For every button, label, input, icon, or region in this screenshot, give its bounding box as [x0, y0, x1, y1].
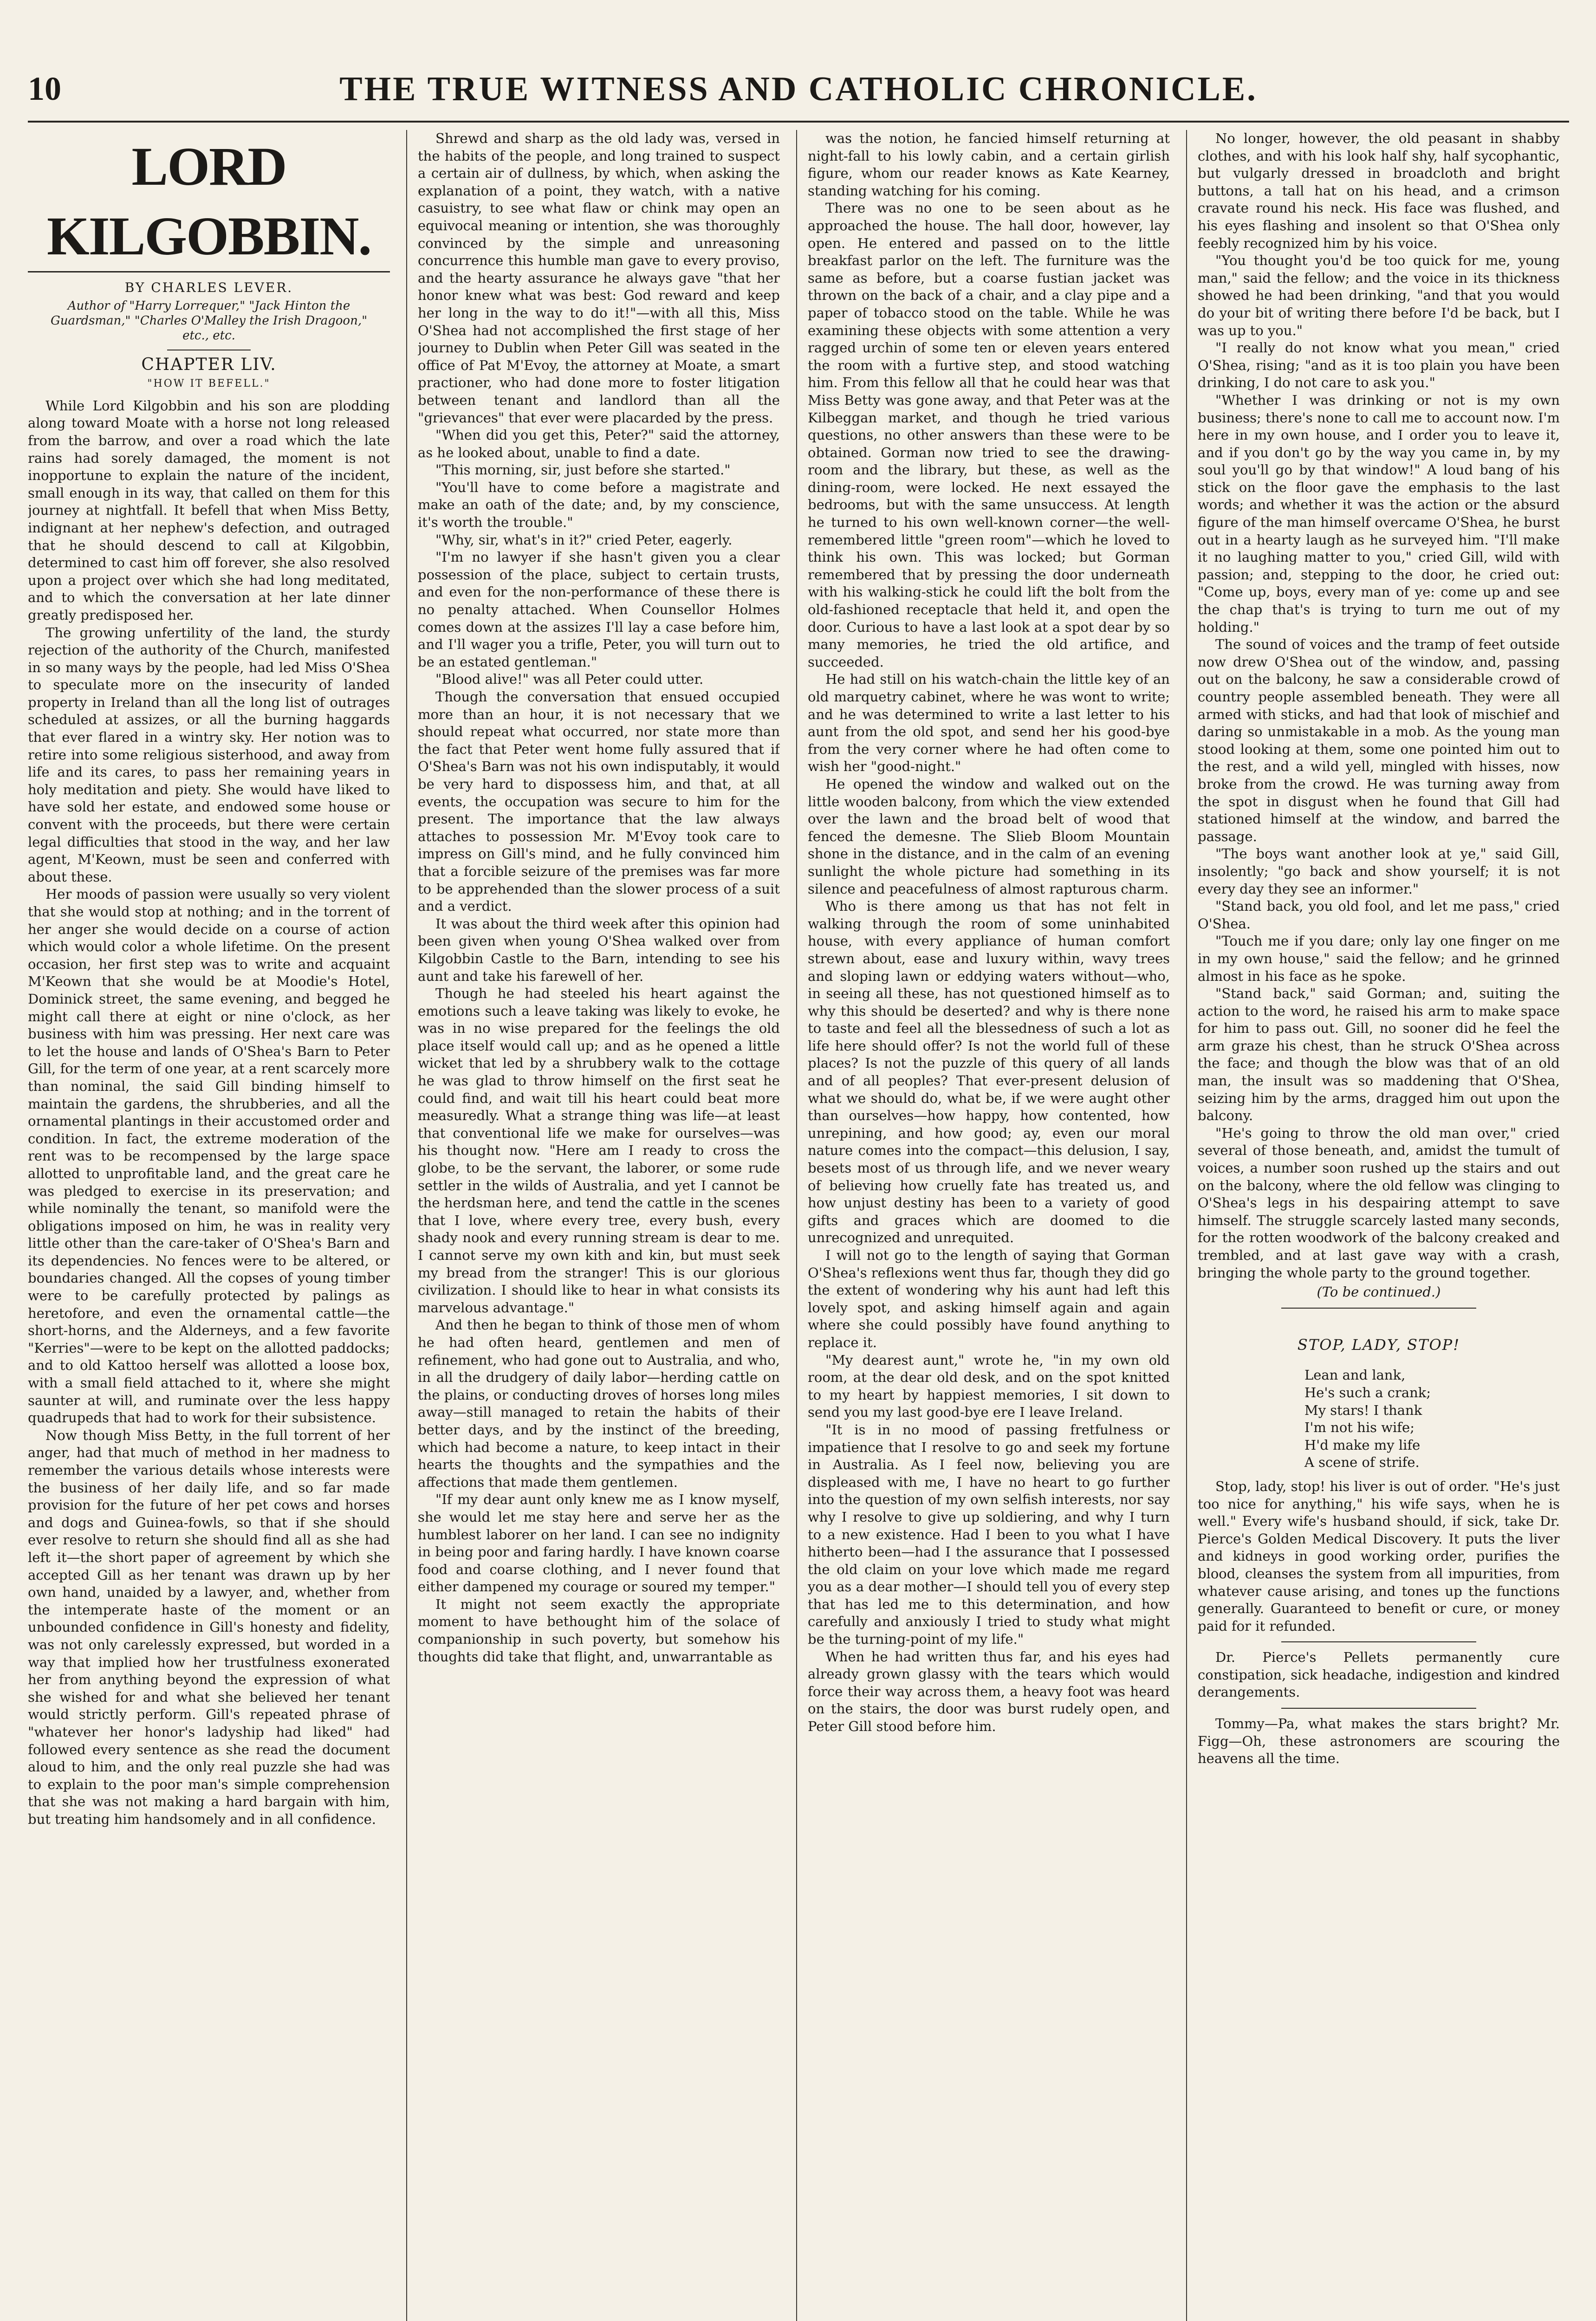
- divider: [1281, 1308, 1476, 1309]
- paragraph: "Why, sir, what's in it?" cried Peter, eagerly.: [435, 532, 733, 548]
- poem-line: H'd make my life: [1304, 1437, 1421, 1453]
- paragraph: "He's going to throw the old man over," cried several of those beneath, and, amidst the tumult of voices, a number soon rushed up the stairs and out on the balcony, where the old fellow was clinging to O'Shea's legs in his despairing attempt to save himself. The struggle scarcely lasted many seconds, for the rotten woodwork of the balcony creaked and trembled, and at last gave way with a crash, bringing the whole party to the ground together.: [1198, 1125, 1560, 1281]
- poem-line: He's such a crank;: [1304, 1384, 1431, 1400]
- byline: BY CHARLES LEVER.: [124, 280, 293, 295]
- column-3: [808, 130, 1170, 2321]
- paragraph: "The boys want another look at ye," said Gill, insolently; "go back and show yourself; it is not every day they see an informer.": [1198, 846, 1560, 897]
- paragraph: Who is there among us that has not felt in walking through the room of some uninhabited house, with every appliance of human comfort strewn about, ease and luxury within, wavy trees and sloping lawn or eddying waters without—who, in seeing all these, has not questioned himself as to why this should be deserted? and why is there none to taste and feel all the blessedness of such a lot as life here should offer? Is not the world full of these places? Is not the puzzle of this query of all lands and of all peoples? That ever-present delusion of what we should do, what be, if we were aught other than ourselves—how happy, how contented, how unrepining, and how good; ay, even our moral nature comes into the compact—this delusion, I say, besets most of us through life, and we never weary of believing how cruelly fate has treated us, and how unjust destiny has been to a variety of good gifts and graces which are doomed to die unrecognized and unrequited.: [808, 898, 1170, 1246]
- paragraph: There was no one to be seen about as he approached the house. The hall door, however, lay open. He entered and passed on to the little breakfast parlor on the left. The furniture was the same as before, but a coarse fustian jacket was thrown on the back of a chair, and a clay pipe and a paper of tobacco stood on the table. While he was examining these objects with some attention a very ragged urchin of some ten or eleven years entered the room with a furtive step, and stood watching him. From this fellow all that he could hear was that Miss Betty was gone away, and that Peter was at the Kilbeggan market, and though he tried various questions, no other answers than these were to be obtained. Gorman now tried to see the drawing-room and the library, but these, as well as the dining-room, were locked. He next essayed the bedrooms, but with the same unsuccess. At length he turned to his own well-known corner—the well-remembered little "green room"—which he loved to think his own. This was locked; but Gorman remembered that by pressing the door underneath with his walking-stick he could lift the bolt from the old-fashioned receptacle that held it, and open the door. Curious to have a last look at a spot dear by so many memories, he tried the old artifice, and succeeded.: [808, 200, 1170, 670]
- advert-body: Stop, lady, stop! his liver is out of order. "He's just too nice for anything," his wife says, when he is well." Every wife's husband should, if sick, take Dr. Pierce's Golden Medical Discovery. It puts the liver and kidneys in good working order, purifies the blood, cleanses the system from all impurities, from whatever cause arising, and tones up the functions generally. Guaranteed to benefit or cure, or money paid for it refunded.: [1198, 1478, 1560, 1634]
- paragraph: was the notion, he fancied himself returning at night-fall to his lowly cabin, and a certain girlish figure, whom our reader knows as Kate Kearney, standing watching for his coming.: [808, 130, 1170, 199]
- joke-text: Tommy—Pa, what makes the stars bright? Mr. Figg—Oh, these astronomers are scouring the heavens all the time.: [1198, 1716, 1560, 1767]
- paragraph: He had still on his watch-chain the little key of an old marquetry cabinet, where he was wont to write; and he was determined to write a last letter to his aunt from the old spot, and send her his good-bye from the very corner where he had often come to wish her "good-night.": [808, 671, 1170, 775]
- paragraph: "When did you get this, Peter?" said the attorney, as he looked about, unable to find a date.: [418, 427, 780, 460]
- advert-poem-title: STOP, LADY, STOP!: [1297, 1336, 1460, 1354]
- paragraph: Though the conversation that ensued occupied more than an hour, it is not necessary that we should repeat what occurred, nor state more than the fact that Peter went home fully assured that if O'Shea's Barn was not his own indisputably, it would be very hard to dispossess him, and that, at all events, the occupation was secure to him for the present. The importance that the law always attaches to possession Mr. M'Evoy took care to impress on Gill's mind, and he fully convinced him that a forcible seizure of the premises was far more to be apprehended than the slower process of a suit and a verdict.: [418, 689, 780, 914]
- paragraph: He opened the window and walked out on the little wooden balcony, from which the view extended over the lawn and the broad belt of wood that fenced the demesne. The Slieb Bloom Mountain shone in the distance, and in the calm of an evening sunlight the whole picture had something in its silence and peacefulness of almost rapturous charm.: [808, 776, 1170, 897]
- paragraph: It was about the third week after this opinion had been given when young O'Shea walked over from Kilgobbin Castle to the Barn, intending to see his aunt and take his farewell of her.: [418, 915, 780, 984]
- paragraph: And then he began to think of those men of whom he had often heard, gentlemen and men of refinement, who had gone out to Australia, and who, in all the drudgery of daily labor—herding cattle on the plains, or conducting droves of horses long miles away—still managed to retain the habits of their better days, and by the instinct of the breeding, which had become a nature, to keep intact in their hearts the thoughts and the sympathies and the affections that made them gentlemen.: [418, 1317, 780, 1490]
- paragraph: "Stand back," said Gorman; and, suiting the action to the word, he raised his arm to make space for him to pass out. Gill, no sooner did he feel the arm graze his chest, than he struck O'Shea across the face; and though the blow was that of an old man, the insult was so maddening that O'Shea, seizing him by the arms, dragged him out upon the balcony.: [1198, 985, 1560, 1124]
- advert-poem: [1304, 1367, 1560, 1472]
- column-1: [28, 130, 390, 2321]
- poem-line: A scene of strife.: [1304, 1454, 1420, 1471]
- paragraph: "I really do not know what you mean," cried O'Shea, rising; "and as it is too plain you have been drinking, I do not care to ask you.": [1198, 340, 1560, 391]
- paragraph: "Blood alive!" was all Peter could utter.: [435, 671, 704, 687]
- poem-line: My stars! I thank: [1304, 1402, 1422, 1418]
- page-number: 10: [28, 70, 61, 107]
- paragraph: Her moods of passion were usually so very violent that she would stop at nothing; and in the torrent of her anger she would decide on a course of action which would color a whole lifetime. On the present occasion, her first step was to write and acquaint M'Keown that she would be at Moodie's Hotel, Dominick street, the same evening, and begged he might call there at eight or nine o'clock, as her business with him was pressing. Her next care was to let the house and lands of O'Shea's Barn to Peter Gill, for the term of one year, at a rent scarcely more than nominal, the said Gill binding himself to maintain the gardens, the shrubberies, and all the ornamental plantings in their accustomed order and condition. In fact, the extreme moderation of the rent was to be recompensed by the large space allotted to unprofitable land, and the great care he was pledged to exercise in its preservation; and while nominally the tenant, so manifold were the obligations imposed on him, he was in reality very little other than the care-taker of O'Shea's Barn and its dependencies. No fences were to be altered, or boundaries changed. All the copses of young timber were to be carefully protected by palings as heretofore, and even the ornamental cattle—the short-horns, and the Alderneys, and a few favorite "Kerries"—were to be kept on the allotted paddocks; and to old Kattoo herself was allotted a loose box, with a small field attached to it, where she might saunter at will, and ruminate over the less happy quadrupeds that had to work for their subsistence.: [28, 886, 390, 1426]
- paragraph: "It is in no mood of passing fretfulness or impatience that I resolve to go and seek my fortune in Australia. As I feel now, believing you are displeased with me, I have no heart to go further into the question of my own selfish interests, nor say why I resolve to give up soldiering, and why I turn to a new existence. Had I been to you what I have hitherto been—had I the assurance that I possessed the old claim on your love which made me regard you as a dear mother—I should tell you of every step that has led me to this determination, and how carefully and anxiously I tried to study what might be the turning-point of my life.": [808, 1421, 1170, 1647]
- paragraph: Shrewd and sharp as the old lady was, versed in the habits of the people, and long trained to suspect a certain air of dullness, by which, when asking the explanation of a point, they watch, with a native casuistry, to see what flaw or chink may open an equivocal meaning or intention, she was thoroughly convinced by the simple and unreasoning concurrence this humble man gave to every proviso, and the hearty assurance he always gave "that her honor knew what was best: God reward and keep her long in the way to do it!"—with all this, Miss O'Shea had not accomplished the first stage of her journey to Dublin when Peter Gill was seated in the office of Pat M'Evoy, the attorney at Moate, a smart practioner, who had done more to foster litigation between tenant and landlord than all the "grievances" that ever were placarded by the press.: [418, 130, 780, 426]
- paragraph: Now though Miss Betty, in the full torrent of her anger, had that much of method in her madness to remember the various details whose interests were the business of her daily life, and so far made provision for the future of her pet cows and horses and dogs and Guinea-fowls, so that if she should ever resolve to return she should find all as she had left it—the short paper of agreement by which she accepted Gill as her tenant was drawn up by her own hand, unaided by a lawyer, and, whether from the intemperate haste of the moment or an unbounded confidence in Gill's honesty and fidelity, was not only carelessly expressed, but worded in a way that implied how her trustfulness exonerated her from anything beyond the expression of what she wished for and what she believed her tenant would strictly perform. Gill's repeated phrase of "whatever her honor's ladyship had liked" had followed every sentence as she read the document aloud to him, and the only real puzzle she had was to explain to the poor man's simple comprehension that she was not making a hard bargain with him, but treating him handsomely and in all confidence.: [28, 1427, 390, 1827]
- column-rule: [406, 130, 407, 2321]
- paragraph: I will not go to the length of saying that Gorman O'Shea's reflexions went thus far, though they did go the extent of wondering why his aunt had left this lovely spot, and asking himself again and again where she could possibly have found anything to replace it.: [808, 1247, 1170, 1350]
- chapter-heading: CHAPTER LIV.: [141, 355, 277, 374]
- author-note: Author of "Harry Lorrequer," "Jack Hinton the Guardsman," "Charles O'Malley the Irish Dragoon," etc., etc.: [50, 298, 368, 343]
- chapter-subtitle: "HOW IT BEFELL.": [147, 378, 271, 390]
- column-4: [1198, 130, 1560, 2321]
- column-2: [418, 130, 780, 2321]
- paragraph: "If my dear aunt only knew me as I know myself, she would let me stay here and serve her as the humblest laborer on her land. I can see no indignity in being poor and faring hardly. I have known coarse food and coarse clothing, and I never found that either dampened my courage or soured my temper.": [418, 1491, 780, 1595]
- to-be-continued: (To be continued.): [1317, 1284, 1441, 1300]
- poem-line: I'm not his wife;: [1304, 1420, 1414, 1436]
- paragraph: "You thought you'd be too quick for me, young man," said the fellow; and the voice in its thickness showed he had been drinking, "and that you would do your bit of writing there before I'd be back, but I was up to you.": [1198, 253, 1560, 338]
- paragraph: When he had written thus far, and his eyes had already grown glassy with the tears which would force their way across them, a heavy foot was heard on the stairs, the door was burst rudely open, and Peter Gill stood before him.: [808, 1648, 1170, 1735]
- divider: [1281, 1708, 1476, 1709]
- paragraph: While Lord Kilgobbin and his son are plodding along toward Moate with a horse not long released from the barrow, and over a road which the late rains had sorely damaged, the moment is not inopportune to explain the nature of the incident, small enough in its way, that called on them for this journey at nightfall. It befell that when Miss Betty, indignant at her nephew's defection, and outraged that he should descend to call at Kilgobbin, determined to cast him off forever, she also resolved upon a project over which she had long meditated, and to which the conversation at her late dinner greatly predisposed her.: [28, 397, 390, 623]
- masthead: [28, 70, 1569, 123]
- newspaper-title: THE TRUE WITNESS AND CATHOLIC CHRONICLE.: [339, 70, 1258, 108]
- column-rule: [796, 130, 797, 2321]
- poem-line: Lean and lank,: [1304, 1367, 1406, 1383]
- paragraph: "Touch me if you dare; only lay one finger on me in my own house," said the fellow; and he grinned almost in his face as he spoke.: [1198, 933, 1560, 984]
- story-title: LORD KILGOBBIN.: [28, 132, 390, 272]
- paragraph: "You'll have to come before a magistrate and make an oath of the date; and, by my conscience, it's worth the trouble.": [418, 479, 780, 531]
- column-rule: [1186, 130, 1187, 2321]
- paragraph: It might not seem exactly the appropriate moment to have bethought him of the solace of companionship in such poverty, but somehow his thoughts did take that flight, and, unwarrantable as: [418, 1596, 780, 1665]
- paragraph: "Whether I was drinking or not is my own business; there's none to call me to account now. I'm here in my own house, and I order you to leave it, and if you don't go by the way you came in, by my soul you'll go by that window!" A loud bang of his stick on the floor gave the emphasis to the last words; and whether it was the action or the absurd figure of the man himself overcame O'Shea, he burst out in a hearty laugh as he surveyed him. "I'll make it no laughing matter to you," cried Gill, wild with passion; and, stepping to the door, he cried out: "Come up, boys, every man of ye: come up and see the chap that's is trying to turn me out of my holding.": [1198, 392, 1560, 635]
- advert-pellets: Dr. Pierce's Pellets permanently cure constipation, sick headache, indigestion and kindred derangements.: [1198, 1649, 1560, 1700]
- paragraph: "This morning, sir, just before she started.": [435, 462, 731, 478]
- paragraph: The sound of voices and the tramp of feet outside now drew O'Shea out of the window, and, passing out on the balcony, he saw a considerable crowd of country people assembled beneath. They were all armed with sticks, and had that look of mischief and daring so unmistakable in a mob. As the young man stood looking at them, some one pointed him out to the rest, and a wild yell, mingled with hisses, now broke from the crowd. He was turning away from the spot in disgust when he found that Gill had stationed himself at the window, and barred the passage.: [1198, 636, 1560, 844]
- paragraph: "Stand back, you old fool, and let me pass," cried O'Shea.: [1198, 898, 1560, 932]
- divider: [1281, 1641, 1476, 1642]
- paragraph: No longer, however, the old peasant in shabby clothes, and with his look half shy, half sycophantic, but vulgarly dressed in broadcloth and bright buttons, a tall hat on his head, and a crimson cravate round his neck. His face was flushed, and his eyes flashing and insolent so that O'Shea only feebly recognized him by his voice.: [1198, 130, 1560, 251]
- paragraph: The growing unfertility of the land, the sturdy rejection of the authority of the Church, manifested in so many ways by the people, had led Miss O'Shea to speculate more on the insecurity of landed property in Ireland than all the long list of outrages scheduled at assizes, or all the burning haggards that ever flared in a wintry sky. Her notion was to retire into some religious sisterhood, and away from life and its cares, to pass her remaining years in holy meditation and piety. She would have liked to have sold her estate, and endowed some house or convent with the proceeds, but there were certain legal difficulties that stood in the way, and her law agent, M'Keown, must be seen and conferred with about these.: [28, 624, 390, 885]
- page-columns: [28, 130, 1569, 2321]
- paragraph: Though he had steeled his heart against the emotions such a leave taking was likely to evoke, he was in no wise prepared for the feelings the old place itself would call up; and as he opened a little wicket that led by a shrubbery walk to the cottage he was glad to throw himself on the first seat he could find, and wait till his heart could beat more measuredly. What a strange thing was life—at least that conventional life we make for ourselves—was his thought now. "Here am I ready to cross the globe, to be the servant, the laborer, or some rude settler in the wilds of Australia, and yet I cannot be the herdsman here, and tend the cattle in the scenes that I love, where every tree, every bush, every shady nook and every running stream is dear to me. I cannot serve my own kith and kin, but must seek my bread from the stranger! This is our glorious civilization. I should like to hear in what consists its marvelous advantage.": [418, 985, 780, 1316]
- paragraph: "My dearest aunt," wrote he, "in my own old room, at the dear old desk, and on the spot knitted to my heart by happiest memories, I sit down to send you my last good-bye ere I leave Ireland.: [808, 1352, 1170, 1420]
- paragraph: "I'm no lawyer if she hasn't given you a clear possession of the place, subject to certain trusts, and even for the non-performance of these there is no penalty attached. When Counsellor Holmes comes down at the assizes I'll lay a case before him, and I'll wager you a trifle, Peter, you will turn out to be an estated gentleman.": [418, 549, 780, 670]
